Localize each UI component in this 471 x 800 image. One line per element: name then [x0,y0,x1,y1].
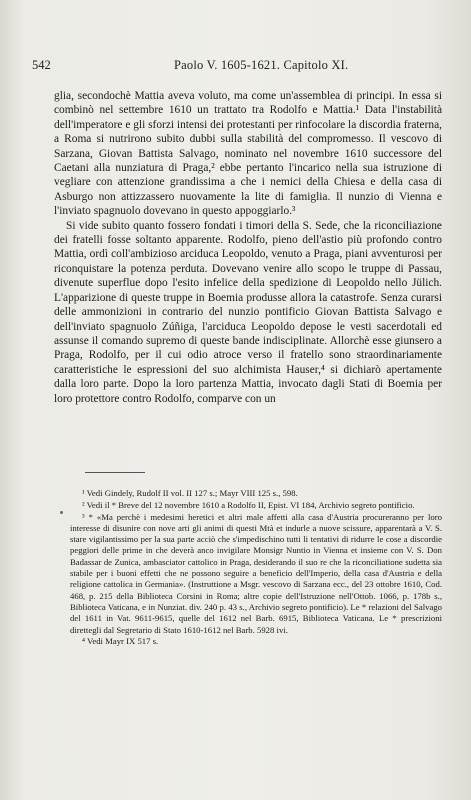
main-text [54,89,442,406]
running-head [32,58,431,76]
running-title: Paolo V. 1605-1621. Capitolo XI. [174,58,349,72]
footnote: ³ * «Ma perchè i medesimi heretici et altri male affetti alla casa d'Austria procureranno per loro interesse di disunire con nove arti gli animi di questi Mtà et indurle a nuove scissure, apparentarà a V. S. stare vigilantissimo per la sua parte acciò che s'impedischino tutti li tentativi di ridurre le cose a discordie peggiori delle prime in che deverà anco invigilare Monsigr Nuntio in Vienna et insieme con V. S. Don Badassar de Zunica, ambasciator cattolico in Praga, desiderando il suo re che la riconciliatione sudetta sia stabile per i buoni effetti che ne possono seguire a beneficio dell'Imperio, della casa d'Austria e della religione cattolica in Germania». (Instruttione a Msgr. vescovo di Sarzana ecc., del 23 ottobre 1610, Cod. 468, p. 215 della Biblioteca Corsini in Roma; altre copie dell'Istruzione nell'Ottob. 1066, p. 178b s., Biblioteca Vaticana, e in Nunziat. div. 240 p. 43 s., Archivio segreto pontificio). Le * relazioni del Salvago del 1611 in Vat. 9611-9615, quelle del 1612 nel Barb. 6915, Biblioteca Vaticana. Le * prescrizioni direttegli dal Segretario di Stato 1610-1612 nel Barb. 5928 ivi. [70,511,442,635]
footnote: ¹ Vedi Gindely, Rudolf II vol. II 127 s.; Mayr VIII 125 s., 598. [82,488,298,498]
paragraph: glia, secondochè Mattia aveva voluto, ma come un'assemblea di principi. In essa si combinò nel settembre 1610 un trattato tra Rodolfo e Mattia.¹ Data l'instabilità dell'imperatore e gli sforzi intensi dei protestanti per rinfocolare la discordia fraterna, a Roma si nutrirono subito dubbi sulla stabilità del compromesso. Il vescovo di Sarzana, Giovan Battista Salvago, nominato nel novembre 1610 successore del Caetani alla nunziatura di Praga,² ebbe pertanto l'incarico nella sua istruzione di vegliare con attenzione grandissima a che i nemici della Chiesa e della casa di Asburgo non attizzassero nuovamente la lite di famiglia. Il nunzio di Vienna e l'inviato spagnuolo dovevano in questo appoggiarlo.³ [54,90,442,218]
footnote: ² Vedi il * Breve del 12 novembre 1610 a Rodolfo II, Epist. VI 184, Archivio segreto pontificio. [82,499,415,510]
paragraph: Si vide subito quanto fossero fondati i timori della S. Sede, che la riconciliazione dei fratelli fosse soltanto apparente. Rodolfo, pieno dell'astio più profondo contro Mattia, ordì coll'ambizioso arciduca Leopoldo, venuto a Praga, piani avventurosi per riconquistare la potenza perduta. Dovevano venire allo scopo le truppe di Passau, divenute superflue dopo l'esito infelice della spedizione di Leopoldo nello Jülich. L'apparizione di queste truppe in Boemia produsse allora la catastrofe. Senza curarsi delle ammonizioni in contrario del nunzio pontificio Giovan Battista Salvago e dell'inviato spagnuolo Zúñiga, l'arciduca Leopoldo depose le vesti sacerdotali ed assunse il comando supremo di queste bande indisciplinate. Allorchè esse giunsero a Praga, Rodolfo, per il cui odio atroce verso il fratello sono straordinariamente caratteristiche le espressioni del suo alchimista Hauser,⁴ si dichiarò apertamente dalla loro parte. Dopo la loro partenza Mattia, invocato dagli Stati di Boemia per loro protettore contro Rodolfo, comparve con un [54,219,442,405]
footnotes [70,488,442,648]
footnote-separator [85,472,145,473]
footnote: ⁴ Vedi Mayr IX 517 s. [82,636,159,647]
margin-mark [60,511,63,514]
page-number: 542 [32,58,51,72]
